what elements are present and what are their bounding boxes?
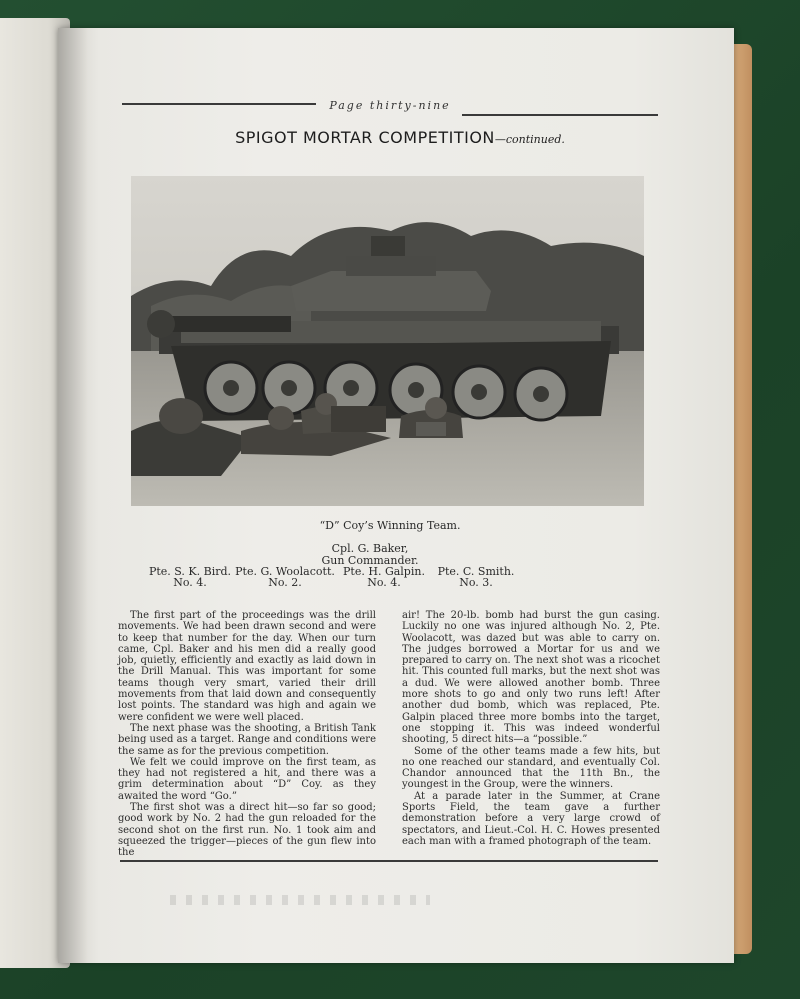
team-photo <box>131 176 644 506</box>
paragraph: The first part of the proceedings was the drill movements. We had been drawn second and were to keep that number for the day. When our turn came, Cpl. Baker and his men did a really good job, quietly, efficiently and exactly as laid down in the Drill Manual. This was important for some teams though very smart, varied their drill movements from that laid down and consequently lost points. The standard was high and again we were confident we were well placed. <box>118 610 376 723</box>
member-number: No. 4. <box>173 576 207 589</box>
member-name: Pte. G. Woolacott. <box>235 565 335 578</box>
member-name: Pte. S. K. Bird. <box>148 565 232 578</box>
team-member <box>426 566 526 588</box>
tank-photo-illustration <box>131 176 644 506</box>
team-member <box>140 566 240 588</box>
paragraph: The first shot was a direct hit—so far so good; good work by No. 2 had the gun reloaded for the second shot on the first run. No. 1 took aim and squeezed the trigger—pieces of the gun flew into the <box>118 802 376 859</box>
commander-role: Gun Commander. <box>321 554 419 567</box>
text-column-left <box>118 610 376 859</box>
paragraph: We felt we could improve on the first team, as they had not registered a hit, and there was a grim determination about “D” Coy. as they awaited the word “Go.” <box>118 756 376 802</box>
member-number: No. 4. <box>367 576 401 589</box>
title-suffix: —continued. <box>494 133 565 146</box>
page-title <box>190 128 610 147</box>
title-main: SPIGOT MORTAR COMPETITION <box>235 128 495 147</box>
page-gutter-shadow <box>58 28 88 963</box>
photo-caption: “D” Coy’s Winning Team. <box>319 519 461 532</box>
commander-credit <box>230 543 510 567</box>
paragraph: The next phase was the shooting, a British Tank being used as a target. Range and conditions were the same as for the previous competition. <box>118 722 376 757</box>
team-member <box>334 566 434 588</box>
header-rule-left <box>122 103 316 105</box>
member-name: Pte. C. Smith. <box>437 565 515 578</box>
bleed-through-smudge <box>170 895 430 905</box>
header-rule-right <box>462 114 658 116</box>
member-number: No. 2. <box>268 576 302 589</box>
paragraph: At a parade later in the Summer, at Crane Sports Field, the team gave a further demonstration before a very large crowd of spectators, and Lieut.-Col. H. C. Howes presented each man with a framed photograph of the team. <box>402 790 660 847</box>
member-number: No. 3. <box>459 576 493 589</box>
page-number: Page thirty-nine <box>329 99 451 112</box>
commander-name: Cpl. G. Baker, <box>331 542 409 555</box>
footer-rule <box>120 860 658 862</box>
paragraph: air! The 20-lb. bomb had burst the gun casing. Luckily no one was injured although No. 2, Pte. Woolacott, was dazed but was able to carry on. The judges borrowed a Mortar for us and we prepared to carry on. The next shot was a ricochet hit. This counted full marks, but the next shot was a dud. We were allowed another bomb. Three more shots to go and only two runs left! After another dud bomb, which was replaced, Pte. Galpin placed three more bombs into the target, one stopping it. This was indeed wonderful shooting, 5 direct hits—a “possible.” <box>402 610 660 746</box>
paragraph: Some of the other teams made a few hits, but no one reached our standard, and eventually Col. Chandor announced that the 11th Bn., the youngest in the Group, were the winners. <box>402 745 660 791</box>
text-column-right <box>402 610 660 847</box>
member-name: Pte. H. Galpin. <box>343 565 425 578</box>
team-member <box>230 566 340 588</box>
